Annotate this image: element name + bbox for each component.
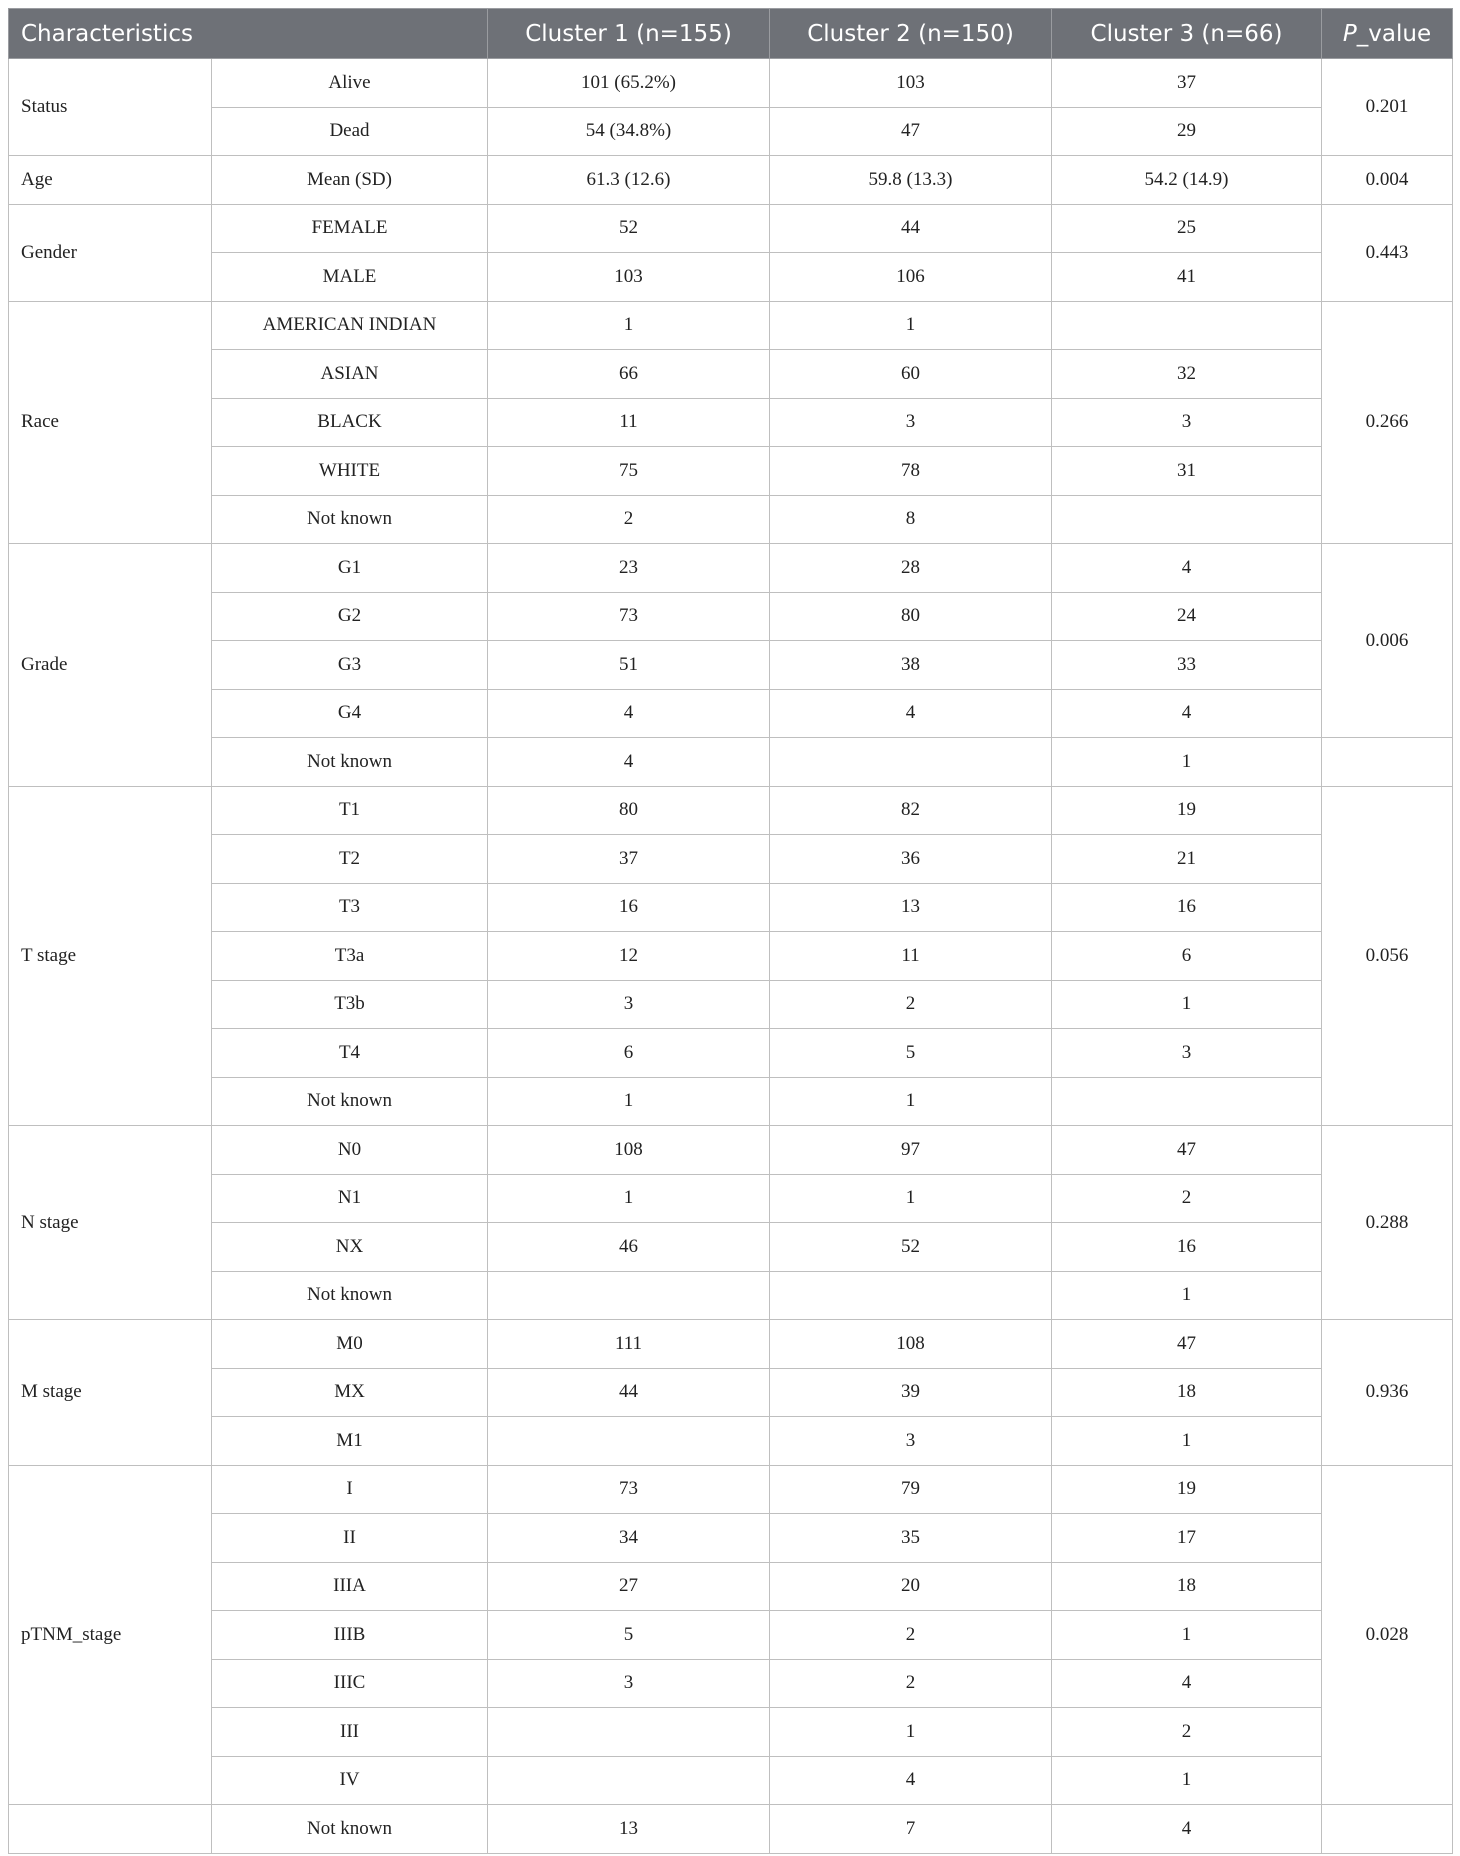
header-p-value <box>1322 9 1453 59</box>
cluster-2-cell: 103 <box>770 59 1052 108</box>
cluster-2-cell: 11 <box>770 932 1052 981</box>
subgroup-label-cell: Not known <box>212 1805 488 1854</box>
subgroup-label-cell: IIIB <box>212 1611 488 1660</box>
cluster-3-cell: 25 <box>1052 204 1322 253</box>
table-row <box>9 1320 1453 1369</box>
cluster-1-cell: 1 <box>488 1174 770 1223</box>
cluster-3-cell: 37 <box>1052 59 1322 108</box>
cluster-3-cell: 24 <box>1052 592 1322 641</box>
subgroup-label-cell: FEMALE <box>212 204 488 253</box>
p-value-cell: 0.288 <box>1322 1126 1453 1320</box>
cluster-2-cell: 13 <box>770 883 1052 932</box>
table-row <box>9 1126 1453 1175</box>
p-value-cell: 0.006 <box>1322 544 1453 738</box>
cluster-2-cell: 3 <box>770 398 1052 447</box>
cluster-3-cell <box>1052 301 1322 350</box>
cluster-2-cell: 39 <box>770 1368 1052 1417</box>
subgroup-label-cell: III <box>212 1708 488 1757</box>
cluster-3-cell: 18 <box>1052 1562 1322 1611</box>
table-row <box>9 1659 1453 1708</box>
cluster-1-cell: 16 <box>488 883 770 932</box>
cluster-1-cell: 3 <box>488 1659 770 1708</box>
table-body <box>9 59 1453 1854</box>
cluster-3-cell: 16 <box>1052 1223 1322 1272</box>
subgroup-label-cell: T3a <box>212 932 488 981</box>
table-row <box>9 1368 1453 1417</box>
cluster-2-cell: 78 <box>770 447 1052 496</box>
p-value-cell: 0.056 <box>1322 786 1453 1126</box>
cluster-3-cell: 1 <box>1052 1417 1322 1466</box>
group-name-cell: Status <box>9 59 212 156</box>
p-value-cell: 0.004 <box>1322 156 1453 205</box>
table-row <box>9 1029 1453 1078</box>
cluster-1-cell: 4 <box>488 738 770 787</box>
cluster-1-cell: 6 <box>488 1029 770 1078</box>
table-row <box>9 253 1453 302</box>
table-row <box>9 1174 1453 1223</box>
table-row <box>9 301 1453 350</box>
cluster-2-cell: 7 <box>770 1805 1052 1854</box>
cluster-1-cell: 13 <box>488 1805 770 1854</box>
cluster-2-cell: 1 <box>770 1708 1052 1757</box>
subgroup-label-cell: G1 <box>212 544 488 593</box>
cluster-3-cell: 1 <box>1052 1611 1322 1660</box>
subgroup-label-cell: T3b <box>212 980 488 1029</box>
cluster-1-cell: 34 <box>488 1514 770 1563</box>
subgroup-label-cell: Not known <box>212 1077 488 1126</box>
cluster-3-cell: 2 <box>1052 1708 1322 1757</box>
p-value-cell: 0.201 <box>1322 59 1453 156</box>
cluster-1-cell: 4 <box>488 689 770 738</box>
table-row <box>9 641 1453 690</box>
group-name-cell: T stage <box>9 786 212 1126</box>
subgroup-label-cell: WHITE <box>212 447 488 496</box>
cluster-1-cell: 1 <box>488 1077 770 1126</box>
cluster-1-cell: 37 <box>488 835 770 884</box>
cluster-1-cell: 111 <box>488 1320 770 1369</box>
header-characteristics: Characteristics <box>9 9 488 59</box>
cluster-2-cell <box>770 738 1052 787</box>
cluster-1-cell: 3 <box>488 980 770 1029</box>
subgroup-label-cell: T3 <box>212 883 488 932</box>
cluster-2-cell: 47 <box>770 107 1052 156</box>
cluster-2-cell: 3 <box>770 1417 1052 1466</box>
cluster-2-cell: 4 <box>770 1756 1052 1805</box>
subgroup-label-cell: Not known <box>212 1271 488 1320</box>
cluster-2-cell: 60 <box>770 350 1052 399</box>
p-value-cell-blank <box>1322 1805 1453 1854</box>
cluster-1-cell: 66 <box>488 350 770 399</box>
table-row <box>9 156 1453 205</box>
cluster-2-cell: 4 <box>770 689 1052 738</box>
cluster-1-cell: 73 <box>488 592 770 641</box>
subgroup-label-cell: T4 <box>212 1029 488 1078</box>
cluster-3-cell: 19 <box>1052 786 1322 835</box>
cluster-1-cell: 5 <box>488 1611 770 1660</box>
cluster-3-cell: 1 <box>1052 980 1322 1029</box>
cluster-2-cell: 82 <box>770 786 1052 835</box>
cluster-3-cell: 4 <box>1052 689 1322 738</box>
cluster-2-cell: 44 <box>770 204 1052 253</box>
cluster-1-cell <box>488 1708 770 1757</box>
cluster-2-cell <box>770 1271 1052 1320</box>
cluster-1-cell: 73 <box>488 1465 770 1514</box>
subgroup-label-cell: ASIAN <box>212 350 488 399</box>
subgroup-label-cell: G3 <box>212 641 488 690</box>
group-name-cell: N stage <box>9 1126 212 1320</box>
cluster-2-cell: 20 <box>770 1562 1052 1611</box>
table-row <box>9 1465 1453 1514</box>
header-cluster-1: Cluster 1 (n=155) <box>488 9 770 59</box>
subgroup-label-cell: Dead <box>212 107 488 156</box>
table-row <box>9 932 1453 981</box>
group-name-cell: pTNM_stage <box>9 1465 212 1805</box>
cluster-2-cell: 35 <box>770 1514 1052 1563</box>
subgroup-label-cell: MALE <box>212 253 488 302</box>
cluster-2-cell: 2 <box>770 980 1052 1029</box>
cluster-3-cell: 1 <box>1052 1756 1322 1805</box>
subgroup-label-cell: MX <box>212 1368 488 1417</box>
p-value-cell: 0.936 <box>1322 1320 1453 1466</box>
table-row <box>9 1611 1453 1660</box>
cluster-2-cell: 108 <box>770 1320 1052 1369</box>
p-value-cell: 0.266 <box>1322 301 1453 544</box>
cluster-3-cell: 1 <box>1052 738 1322 787</box>
p-value-cell: 0.028 <box>1322 1465 1453 1805</box>
table-row <box>9 1077 1453 1126</box>
cluster-3-cell: 47 <box>1052 1320 1322 1369</box>
cluster-3-cell: 17 <box>1052 1514 1322 1563</box>
cluster-2-cell: 38 <box>770 641 1052 690</box>
header-p-italic: P <box>1342 20 1357 47</box>
group-name-cell: Age <box>9 156 212 205</box>
cluster-2-cell: 59.8 (13.3) <box>770 156 1052 205</box>
table-row <box>9 1756 1453 1805</box>
subgroup-label-cell: G4 <box>212 689 488 738</box>
cluster-3-cell: 1 <box>1052 1271 1322 1320</box>
cluster-3-cell: 4 <box>1052 1659 1322 1708</box>
p-value-cell-blank <box>1322 738 1453 787</box>
cluster-1-cell: 12 <box>488 932 770 981</box>
cluster-3-cell: 47 <box>1052 1126 1322 1175</box>
cluster-1-cell: 108 <box>488 1126 770 1175</box>
cluster-1-cell: 1 <box>488 301 770 350</box>
table-row <box>9 835 1453 884</box>
group-name-cell: M stage <box>9 1320 212 1466</box>
table-row <box>9 447 1453 496</box>
cluster-3-cell: 54.2 (14.9) <box>1052 156 1322 205</box>
cluster-2-cell: 52 <box>770 1223 1052 1272</box>
table-row <box>9 204 1453 253</box>
table-row <box>9 980 1453 1029</box>
cluster-1-cell: 2 <box>488 495 770 544</box>
header-cluster-2: Cluster 2 (n=150) <box>770 9 1052 59</box>
subgroup-label-cell: Not known <box>212 738 488 787</box>
cluster-3-cell: 29 <box>1052 107 1322 156</box>
cluster-3-cell: 21 <box>1052 835 1322 884</box>
cluster-3-cell <box>1052 495 1322 544</box>
cluster-3-cell: 2 <box>1052 1174 1322 1223</box>
cluster-1-cell: 52 <box>488 204 770 253</box>
cluster-2-cell: 1 <box>770 1077 1052 1126</box>
cluster-2-cell: 1 <box>770 301 1052 350</box>
header-p-suffix: _value <box>1356 20 1432 47</box>
table-row <box>9 786 1453 835</box>
cluster-3-cell: 4 <box>1052 544 1322 593</box>
table-row <box>9 1417 1453 1466</box>
table-row <box>9 544 1453 593</box>
cluster-1-cell <box>488 1271 770 1320</box>
cluster-2-cell: 2 <box>770 1611 1052 1660</box>
cluster-2-cell: 1 <box>770 1174 1052 1223</box>
subgroup-label-cell: AMERICAN INDIAN <box>212 301 488 350</box>
cluster-1-cell <box>488 1417 770 1466</box>
cluster-3-cell: 33 <box>1052 641 1322 690</box>
group-name-cell: Race <box>9 301 212 544</box>
cluster-3-cell: 3 <box>1052 1029 1322 1078</box>
subgroup-label-cell: NX <box>212 1223 488 1272</box>
table-row <box>9 495 1453 544</box>
header-row <box>9 9 1453 59</box>
subgroup-label-cell: IV <box>212 1756 488 1805</box>
table-row <box>9 592 1453 641</box>
subgroup-label-cell: N0 <box>212 1126 488 1175</box>
group-name-cell: Gender <box>9 204 212 301</box>
cluster-1-cell: 23 <box>488 544 770 593</box>
cluster-2-cell: 36 <box>770 835 1052 884</box>
cluster-2-cell: 8 <box>770 495 1052 544</box>
table-row <box>9 107 1453 156</box>
cluster-3-cell: 41 <box>1052 253 1322 302</box>
cluster-2-cell: 79 <box>770 1465 1052 1514</box>
subgroup-label-cell: BLACK <box>212 398 488 447</box>
cluster-3-cell: 31 <box>1052 447 1322 496</box>
table-row <box>9 883 1453 932</box>
subgroup-label-cell: M1 <box>212 1417 488 1466</box>
cluster-1-cell: 101 (65.2%) <box>488 59 770 108</box>
cluster-1-cell: 46 <box>488 1223 770 1272</box>
subgroup-label-cell: G2 <box>212 592 488 641</box>
cluster-1-cell: 44 <box>488 1368 770 1417</box>
cluster-3-cell: 19 <box>1052 1465 1322 1514</box>
subgroup-label-cell: T2 <box>212 835 488 884</box>
cluster-3-cell: 4 <box>1052 1805 1322 1854</box>
characteristics-table <box>8 8 1453 1854</box>
cluster-2-cell: 28 <box>770 544 1052 593</box>
cluster-1-cell: 11 <box>488 398 770 447</box>
cluster-1-cell: 61.3 (12.6) <box>488 156 770 205</box>
table-row <box>9 1805 1453 1854</box>
subgroup-label-cell: M0 <box>212 1320 488 1369</box>
subgroup-label-cell: Not known <box>212 495 488 544</box>
subgroup-label-cell: IIIC <box>212 1659 488 1708</box>
subgroup-label-cell: T1 <box>212 786 488 835</box>
table-row <box>9 398 1453 447</box>
group-name-cell-blank <box>9 1805 212 1854</box>
subgroup-label-cell: Alive <box>212 59 488 108</box>
cluster-3-cell: 6 <box>1052 932 1322 981</box>
group-name-cell: Grade <box>9 544 212 787</box>
cluster-3-cell: 16 <box>1052 883 1322 932</box>
table-row <box>9 1562 1453 1611</box>
p-value-cell: 0.443 <box>1322 204 1453 301</box>
subgroup-label-cell: Mean (SD) <box>212 156 488 205</box>
cluster-1-cell: 80 <box>488 786 770 835</box>
table-row <box>9 1271 1453 1320</box>
cluster-1-cell: 103 <box>488 253 770 302</box>
table-row <box>9 59 1453 108</box>
table-row <box>9 1708 1453 1757</box>
subgroup-label-cell: II <box>212 1514 488 1563</box>
table-row <box>9 738 1453 787</box>
cluster-1-cell: 54 (34.8%) <box>488 107 770 156</box>
cluster-1-cell: 51 <box>488 641 770 690</box>
cluster-3-cell: 18 <box>1052 1368 1322 1417</box>
cluster-3-cell <box>1052 1077 1322 1126</box>
table-row <box>9 1514 1453 1563</box>
subgroup-label-cell: N1 <box>212 1174 488 1223</box>
cluster-2-cell: 80 <box>770 592 1052 641</box>
cluster-3-cell: 32 <box>1052 350 1322 399</box>
table-row <box>9 1223 1453 1272</box>
cluster-3-cell: 3 <box>1052 398 1322 447</box>
cluster-1-cell: 27 <box>488 1562 770 1611</box>
table-row <box>9 350 1453 399</box>
cluster-2-cell: 5 <box>770 1029 1052 1078</box>
cluster-2-cell: 2 <box>770 1659 1052 1708</box>
cluster-2-cell: 97 <box>770 1126 1052 1175</box>
cluster-2-cell: 106 <box>770 253 1052 302</box>
cluster-1-cell: 75 <box>488 447 770 496</box>
table-row <box>9 689 1453 738</box>
header-cluster-3: Cluster 3 (n=66) <box>1052 9 1322 59</box>
subgroup-label-cell: IIIA <box>212 1562 488 1611</box>
cluster-1-cell <box>488 1756 770 1805</box>
subgroup-label-cell: I <box>212 1465 488 1514</box>
